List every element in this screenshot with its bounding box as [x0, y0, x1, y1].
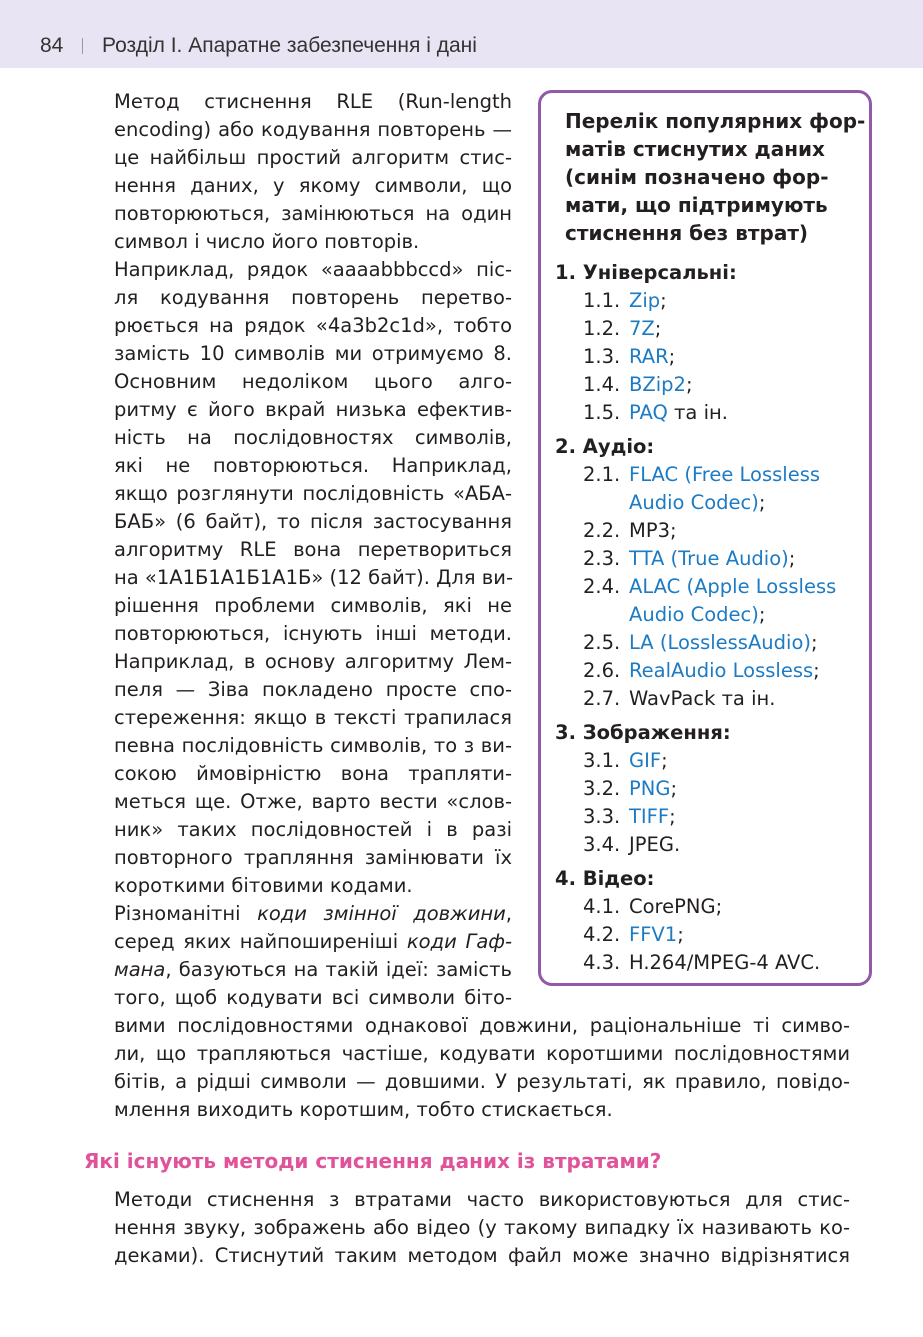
format-item	[555, 803, 870, 831]
text-line: стереження: якщо в тексті трапилася	[114, 706, 512, 729]
sidebar-title-line: стиснення без втрат)	[565, 221, 809, 245]
text-line: символ і число його повторів.	[114, 230, 420, 253]
format-item	[555, 747, 870, 775]
text-line: на «1А1Б1А1Б1А1Б» (12 байт). Для ви-	[114, 566, 514, 589]
format-item-number: 3.2.	[583, 777, 621, 800]
sidebar-title-line: матів стиснутих даних	[565, 137, 825, 161]
format-item-number: 4.1.	[583, 895, 621, 918]
format-suffix: ;	[654, 317, 662, 340]
text-line: певна послідовність символів, то з ви-	[114, 734, 512, 757]
format-item	[555, 893, 870, 921]
format-category: 4. Відео:	[555, 867, 655, 890]
text-line: Наприклад, рядок «aaaabbbccd» піс-	[114, 258, 512, 281]
paragraph-variable-length-codes	[114, 900, 512, 1012]
format-name: ALAC (Apple Lossless	[629, 575, 837, 598]
format-name: MP3	[629, 519, 670, 542]
text-line: encoding) або кодування повторень —	[114, 118, 512, 141]
text-line: повторного трапляння замінювати їх	[114, 846, 512, 869]
format-suffix: ;	[813, 659, 820, 682]
format-item-number: 2.5.	[583, 631, 621, 654]
paragraph-rle-intro	[114, 88, 512, 256]
format-name: PAQ	[629, 401, 668, 424]
text-line: які не повторюються. Наприклад,	[114, 454, 512, 477]
text-line: короткими бітовими кодами.	[114, 874, 413, 897]
format-item	[555, 461, 870, 517]
format-item-number: 3.4.	[583, 833, 621, 856]
paragraph-variable-length-codes-cont	[114, 1012, 850, 1124]
text-line: це найбільш простий алгоритм стис-	[114, 146, 512, 169]
text-line: пеля — Зіва покладено просте спо-	[114, 678, 512, 701]
format-suffix: ;	[758, 603, 766, 626]
formats-sidebar-box	[538, 90, 872, 986]
text-line: рюється на рядок «4a3b2c1d», тобто	[114, 314, 512, 337]
text-line: серед яких найпоширеніші коди Гаф-	[114, 930, 512, 953]
format-suffix: ;	[758, 491, 766, 514]
format-name: 7Z	[629, 317, 655, 340]
format-suffix: ;	[811, 631, 818, 654]
format-item	[555, 629, 870, 657]
format-category: 2. Аудіо:	[555, 435, 655, 458]
format-item-number: 1.5.	[583, 401, 621, 424]
format-item	[555, 517, 870, 545]
sidebar-title-line: (синім позначено фор-	[565, 165, 829, 189]
section-heading: Які існують методи стиснення даних із втратами?	[84, 1149, 662, 1173]
format-suffix: ;	[660, 289, 667, 312]
text-line: бітів, а рідші символи — довшими. У результаті, як правило, повідо-	[114, 1070, 850, 1093]
format-item	[555, 545, 870, 573]
format-item-number: 2.1.	[583, 463, 621, 486]
text-line: млення виходить коротшим, тобто стискається.	[114, 1098, 613, 1121]
format-item	[555, 287, 870, 315]
format-suffix: ;	[677, 923, 684, 946]
format-item-number: 1.1.	[583, 289, 621, 312]
format-name: PNG	[629, 777, 671, 800]
format-suffix: та ін.	[715, 687, 776, 710]
format-item	[555, 775, 870, 803]
format-item	[555, 315, 870, 343]
text-line: Різноманітні коди змінної довжини,	[114, 902, 512, 925]
text-line: замість 10 символів ми отримуємо 8.	[114, 342, 512, 365]
text-line: Основним недоліком цього алго-	[114, 370, 512, 393]
format-item-number: 2.6.	[583, 659, 621, 682]
text-line: Методи стиснення з втратами часто використовуються для стис-	[114, 1188, 850, 1211]
format-category: 1. Універсальні:	[555, 261, 737, 284]
format-name-cont: Audio Codec)	[629, 603, 759, 626]
format-name: TIFF	[629, 805, 670, 828]
format-item	[555, 573, 870, 629]
format-item	[555, 343, 870, 371]
text-line: рішення проблеми символів, які не	[114, 594, 512, 617]
sidebar-title-line: Перелік популярних фор-	[565, 109, 866, 133]
format-suffix: ;	[685, 373, 693, 396]
format-item	[555, 921, 870, 949]
format-name: RAR	[629, 345, 669, 368]
text-line: повторюються, замінюються на один	[114, 202, 512, 225]
format-name: FLAC (Free Lossless	[629, 463, 821, 486]
text-line: ли, що трапляються частіше, кодувати коротшими послідовностями	[114, 1042, 850, 1065]
format-item-number: 4.2.	[583, 923, 621, 946]
format-item-number: 2.7.	[583, 687, 621, 710]
text-line: Метод стиснення RLE (Run-length	[114, 90, 512, 113]
format-category: 3. Зображення:	[555, 721, 731, 744]
format-name-cont: Audio Codec)	[629, 491, 759, 514]
text-line: меться ще. Отже, варто вести «слов-	[114, 790, 512, 813]
format-suffix: .	[673, 833, 681, 856]
format-item	[555, 399, 870, 427]
page-header	[0, 0, 923, 68]
format-name: WavPack	[629, 687, 716, 710]
format-item-number: 2.3.	[583, 547, 621, 570]
text-line: вими послідовностями однакової довжини, раціональніше ті симво-	[114, 1014, 850, 1037]
format-item-number: 1.2.	[583, 317, 621, 340]
text-line: мана, базуються на такій ідеї: замість	[114, 958, 512, 981]
header-divider	[82, 38, 83, 54]
format-item	[555, 657, 870, 685]
format-name: CorePNG	[629, 895, 716, 918]
format-suffix: ;	[715, 895, 723, 918]
format-suffix: ;	[670, 519, 677, 542]
page-number: 84	[40, 34, 64, 57]
format-name: GIF	[629, 749, 662, 772]
format-item-number: 1.4.	[583, 373, 621, 396]
format-suffix: ;	[668, 345, 676, 368]
format-item	[555, 371, 870, 399]
text-line: ник» таких послідовностей і в разі	[114, 818, 512, 841]
format-suffix: ;	[788, 547, 796, 570]
format-item	[555, 685, 870, 713]
format-name: TTA (True Audio)	[629, 547, 789, 570]
text-line: ність на послідовностях символів,	[114, 426, 512, 449]
format-item-number: 3.1.	[583, 749, 621, 772]
text-line: якщо розглянути послідовність «АБА-	[114, 482, 512, 505]
format-name: RealAudio Lossless	[629, 659, 814, 682]
formats-list	[555, 259, 870, 977]
format-item-number: 2.4.	[583, 575, 621, 598]
format-name: FFV1	[629, 923, 678, 946]
format-suffix: та ін.	[667, 401, 728, 424]
format-item-number: 2.2.	[583, 519, 621, 542]
paragraph-lossy-methods	[114, 1186, 850, 1270]
text-line: нення звуку, зображень або відео (у такому випадку їх називають ко-	[114, 1216, 850, 1239]
format-name: Zip	[629, 289, 661, 312]
sidebar-title-line: мати, що підтримують	[565, 193, 828, 217]
text-line: деками). Стиснутий таким методом файл може значно відрізнятися	[114, 1244, 850, 1267]
text-line: нення даних, у якому символи, що	[114, 174, 512, 197]
format-item-number: 3.3.	[583, 805, 621, 828]
text-line: ля кодування повторень перетво-	[114, 286, 512, 309]
format-item	[555, 949, 870, 977]
format-suffix: .	[814, 951, 821, 974]
text-line: Наприклад, в основу алгоритму Лем-	[114, 650, 512, 673]
format-item	[555, 831, 870, 859]
format-suffix: ;	[661, 749, 668, 772]
paragraph-rle-example	[114, 256, 512, 900]
format-item-number: 1.3.	[583, 345, 621, 368]
format-suffix: ;	[669, 805, 676, 828]
format-name: H.264/MPEG-4 AVC	[629, 951, 815, 974]
text-line: алгоритму RLE вона перетвориться	[114, 538, 512, 561]
text-line: БАБ» (6 байт), то після застосування	[114, 510, 512, 533]
format-item-number: 4.3.	[583, 951, 621, 974]
format-name: LA (LosslessAudio)	[629, 631, 811, 654]
text-line: того, щоб кодувати всі символи біто-	[114, 986, 512, 1009]
chapter-title: Розділ І. Апаратне забезпечення і дані	[102, 34, 477, 57]
text-line: ритму є його вкрай низька ефектив-	[114, 398, 512, 421]
format-name: JPEG	[629, 833, 674, 856]
text-line: сокою ймовірністю вона трапляти-	[114, 762, 512, 785]
format-name: BZip2	[629, 373, 686, 396]
format-suffix: ;	[670, 777, 678, 800]
sidebar-title	[565, 107, 870, 247]
text-line: повторюються, існують інші методи.	[114, 622, 512, 645]
